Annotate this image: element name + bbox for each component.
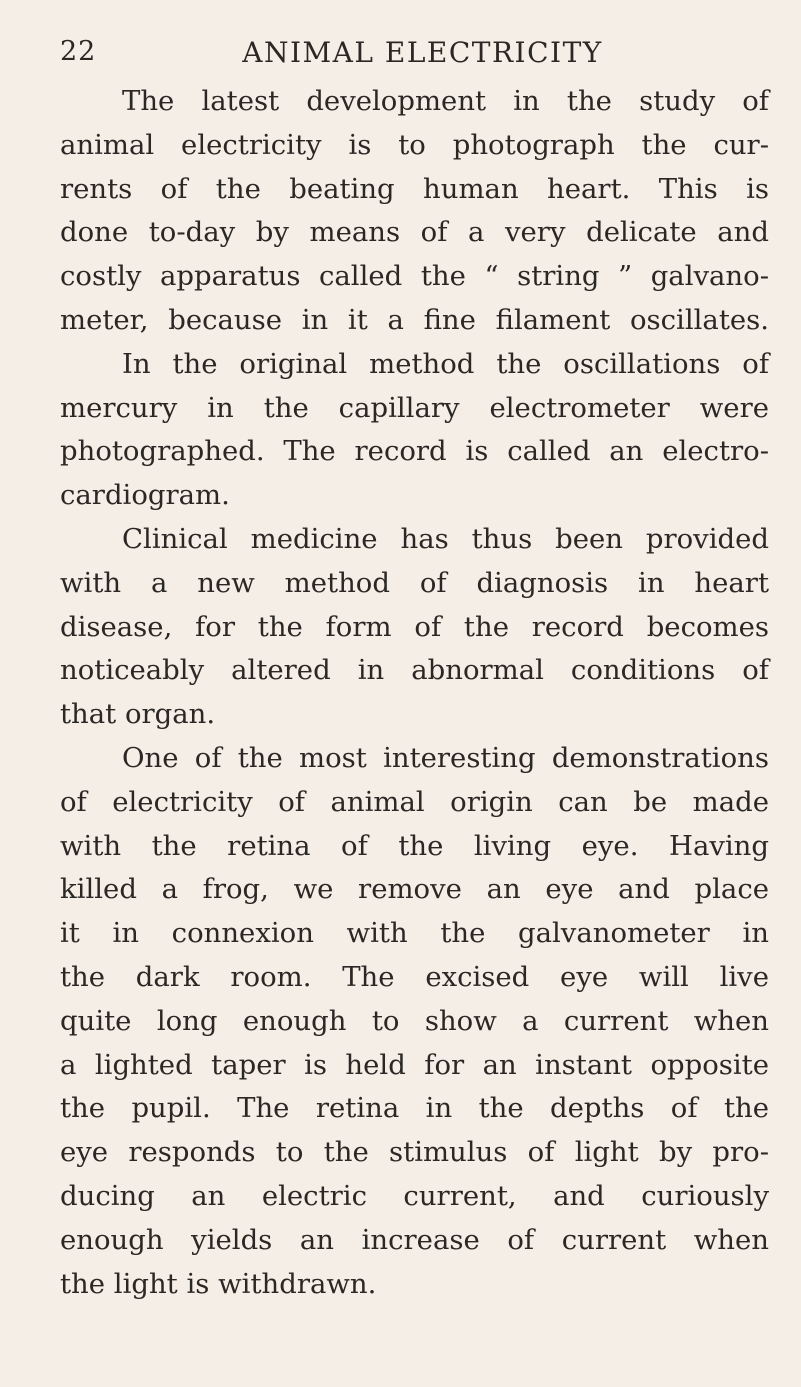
text-line: it in connexion with the galvanometer in <box>60 917 769 950</box>
text-line: a lighted taper is held for an instant opposite <box>60 1048 769 1081</box>
text-line: done to-day by means of a very delicate and <box>60 216 769 249</box>
text-line: noticeably altered in abnormal conditions of <box>60 654 769 687</box>
text-line: enough yields an increase of current when <box>60 1223 769 1256</box>
text-line: Clinical medicine has thus been provided <box>122 522 769 555</box>
text-line: One of the most interesting demonstrations <box>122 741 769 774</box>
text-line: rents of the beating human heart. This is <box>60 172 769 205</box>
text-line: photographed. The record is called an electro- <box>60 435 769 468</box>
paragraph-2 <box>60 518 769 737</box>
page-number: 22 <box>60 36 97 67</box>
text-line: meter, because in it a fine filament oscillates. <box>60 303 769 336</box>
text-line: the light is withdrawn. <box>60 1267 377 1300</box>
text-line: disease, for the form of the record becomes <box>60 610 769 643</box>
paragraph-3 <box>60 737 769 1306</box>
text-line: costly apparatus called the “ string ” galvano- <box>60 260 769 293</box>
text-line: eye responds to the stimulus of light by pro- <box>60 1136 769 1169</box>
text-line: quite long enough to show a current when <box>60 1004 769 1037</box>
running-head <box>60 36 785 80</box>
text-line: with the retina of the living eye. Having <box>60 829 769 862</box>
text-line: mercury in the capillary electrometer were <box>60 391 769 424</box>
text-line: The latest development in the study of <box>122 85 769 117</box>
text-line: of electricity of animal origin can be made <box>60 785 769 818</box>
text-line: In the original method the oscillations of <box>122 347 769 380</box>
text-line: ducing an electric current, and curiously <box>60 1179 769 1212</box>
text-line: the dark room. The excised eye will live <box>60 960 769 993</box>
body-text <box>60 80 769 1306</box>
text-line: that organ. <box>60 698 216 731</box>
text-line: with a new method of diagnosis in heart <box>60 566 769 599</box>
text-line: animal electricity is to photograph the cur- <box>60 128 769 161</box>
text-line: cardiogram. <box>60 479 230 512</box>
text-line: the pupil. The retina in the depths of the <box>60 1092 769 1125</box>
text-line: killed a frog, we remove an eye and place <box>60 873 769 906</box>
running-title: ANIMAL ELECTRICITY <box>242 36 603 69</box>
paragraph-1 <box>60 80 769 518</box>
